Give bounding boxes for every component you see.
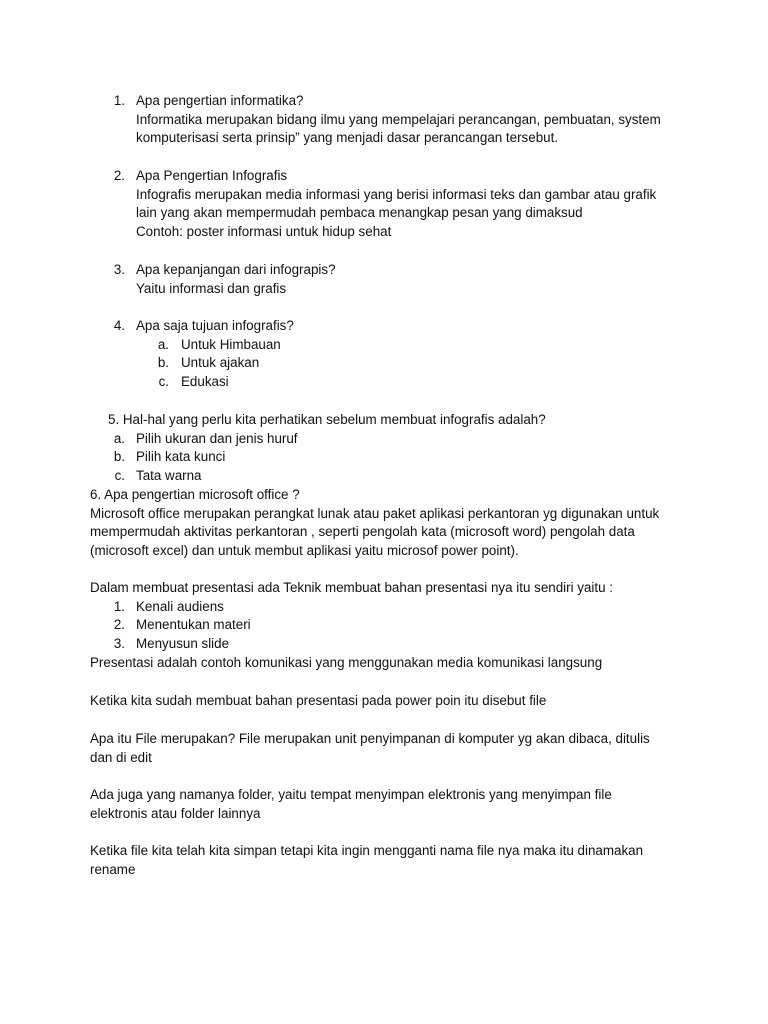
answer-6-line-2: mempermudah aktivitas perkantoran , seperti pengolah kata (microsoft word) pengolah data bbox=[90, 524, 635, 540]
list-letter: a. bbox=[157, 336, 169, 352]
paragraph-file-definition bbox=[90, 730, 650, 767]
paragraph-line: Ketika kita sudah membuat bahan presentasi pada power poin itu disebut file bbox=[90, 693, 547, 708]
paragraph-file-ppt bbox=[90, 692, 546, 711]
paragraph-folder bbox=[90, 786, 612, 823]
list-letter: a. bbox=[113, 430, 125, 446]
list-letter: b. bbox=[157, 355, 169, 371]
list-text: Pilih kata kunci bbox=[136, 449, 226, 465]
presentation-intro: Dalam membuat presentasi ada Teknik membuat bahan presentasi nya itu sendiri yaitu : bbox=[90, 580, 614, 595]
list-text: Kenali audiens bbox=[136, 598, 224, 614]
question-6 bbox=[90, 486, 659, 561]
list-letter: c. bbox=[114, 468, 125, 484]
question-3-number: 3. bbox=[113, 262, 125, 277]
answer-1-line-1: Informatika merupakan bidang ilmu yang mempelajari perancangan, pembuatan, system bbox=[136, 111, 661, 127]
question-5-text: 5. Hal-hal yang perlu kita perhatikan sebelum membuat infografis adalah? bbox=[108, 412, 546, 427]
answer-1-line-2: komputerisasi serta prinsip” yang menjadi dasar perancangan tersebut. bbox=[136, 130, 559, 146]
answer-6-line-3: (microsoft excel) dan untuk membut aplikasi yaitu microsof power point). bbox=[90, 543, 519, 559]
paragraph-line: elektronis atau folder lainnya bbox=[90, 805, 261, 821]
paragraph-rename bbox=[90, 842, 643, 879]
paragraph-line: rename bbox=[90, 861, 136, 877]
list-text: Untuk Himbauan bbox=[181, 336, 281, 352]
paragraph-line: Ketika file kita telah kita simpan tetapi kita ingin mengganti nama file nya maka itu dinamakan bbox=[90, 843, 644, 858]
answer-2-line-1: Infografis merupakan media informasi yang berisi informasi teks dan gambar atau grafik bbox=[136, 186, 657, 202]
question-4-text: Apa saja tujuan infografis? bbox=[136, 318, 294, 333]
question-2-text: Apa Pengertian Infografis bbox=[136, 168, 288, 183]
question-2-number: 2. bbox=[113, 168, 125, 183]
answer-3-line-1: Yaitu informasi dan grafis bbox=[136, 280, 287, 296]
list-text: Untuk ajakan bbox=[181, 355, 260, 371]
list-number: 3. bbox=[113, 636, 125, 652]
answer-2-line-3: Contoh: poster informasi untuk hidup sehat bbox=[136, 224, 392, 240]
list-text: Tata warna bbox=[136, 468, 202, 484]
question-3-text: Apa kepanjangan dari infograpis? bbox=[136, 262, 336, 277]
list-number: 2. bbox=[113, 617, 125, 633]
paragraph-line: dan di edit bbox=[90, 749, 152, 765]
list-text: Edukasi bbox=[181, 374, 229, 390]
question-6-text: 6. Apa pengertian microsoft office ? bbox=[90, 487, 300, 502]
list-letter: c. bbox=[158, 374, 169, 390]
presentation-definition: Presentasi adalah contoh komunikasi yang menggunakan media komunikasi langsung bbox=[90, 654, 603, 670]
list-text: Menentukan materi bbox=[136, 617, 251, 633]
answer-2-line-2: lain yang akan mempermudah pembaca menangkap pesan yang dimaksud bbox=[136, 205, 583, 221]
list-text: Menyusun slide bbox=[136, 636, 230, 652]
list-letter: b. bbox=[113, 449, 125, 465]
paragraph-line: Ada juga yang namanya folder, yaitu tempat menyimpan elektronis yang menyimpan file bbox=[90, 787, 612, 802]
list-text: Pilih ukuran dan jenis huruf bbox=[136, 430, 298, 446]
question-1-text: Apa pengertian informatika? bbox=[136, 93, 304, 108]
paragraph-line: Apa itu File merupakan? File merupakan unit penyimpanan di komputer yg akan dibaca, ditulis bbox=[90, 731, 650, 746]
answer-6-line-1: Microsoft office merupakan perangkat lunak atau paket aplikasi perkantoran yg digunakan untuk bbox=[90, 505, 660, 521]
list-number: 1. bbox=[113, 598, 125, 614]
question-4-number: 4. bbox=[113, 318, 125, 333]
question-1-number: 1. bbox=[113, 93, 125, 108]
